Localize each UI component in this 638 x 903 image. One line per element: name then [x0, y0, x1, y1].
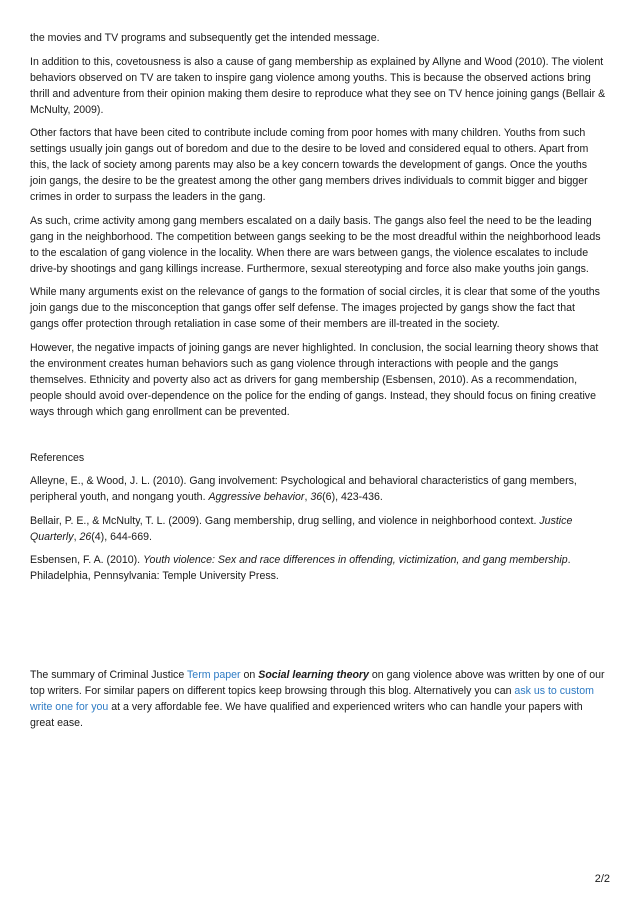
body-paragraph-1: the movies and TV programs and subsequently get the intended message. — [30, 32, 380, 44]
reference-pages: (6), 423-436. — [322, 491, 383, 504]
footer-topic: Social learning theory — [258, 668, 369, 681]
reference-separator: , — [73, 530, 80, 543]
body-paragraph-2: In addition to this, covetousness is also a cause of gang membership as explained by Allyne and Wood (2010). The violent behaviors observed on TV are taken to inspire gang violence among youths. This is because the observed actions bring thrill and adventure from their opinion making them desire to reproduce what they see on TV hence joining gangs (Bellair & McNulty, 2009). — [30, 55, 606, 116]
section-spacer — [30, 592, 606, 667]
references-heading: References — [30, 451, 85, 464]
reference-separator: , — [304, 491, 311, 504]
reference-volume: 36 — [310, 491, 323, 504]
body-paragraph-3: Other factors that have been cited to contribute include coming from poor homes with many children. Youths from such settings usually join gangs out of boredom and due to the desire to be loved and considered equal to others. Apart from this, the lack of society among parents may also be a key concern towards the development of gangs. Once the youths join gangs, the desire to be the greatest among the other gang members drives individuals to commit bigger and bigger crimes in order to surpass the leaders in the gang. — [30, 127, 589, 204]
footer-text: on — [240, 668, 259, 681]
page-number: 2/2 — [594, 873, 610, 885]
section-spacer — [30, 428, 606, 450]
reference-journal: Justice Quarterly — [30, 514, 573, 543]
footer-text: at a very affordable fee. We have qualified and experienced writers who can handle your papers with great ease. — [30, 700, 583, 729]
reference-item — [30, 552, 606, 584]
reference-authors: Bellair, P. E., & McNulty, T. L. (2009). Gang membership, drug selling, and violence in neighborhood context. — [30, 514, 540, 527]
reference-publisher: . Philadelphia, Pennsylvania: Temple University Press. — [30, 554, 571, 583]
term-paper-link[interactable]: Term paper — [187, 668, 241, 681]
document-page — [30, 30, 606, 739]
reference-journal: Aggressive behavior — [208, 491, 305, 504]
footer-text: The summary of Criminal Justice — [30, 668, 187, 681]
reference-volume: 26 — [79, 530, 92, 543]
body-paragraph-4: As such, crime activity among gang members escalated on a daily basis. The gangs also feel the need to be the leading gang in the neighborhood. The competition between gangs seeking to be the most dreadful within the neighborhood leads to the escalation of gang violence in the locality. When there are wars between gangs, the violence escalates to include drive-by shootings and gang killings increase. Furthermore, sexual stereotyping and force also make youths join gangs. — [30, 214, 601, 275]
reference-authors: Esbensen, F. A. (2010). — [30, 554, 144, 567]
body-paragraph-6: However, the negative impacts of joining gangs are never highlighted. In conclusion, the social learning theory shows that the environment creates human behaviors such as gang violence through interactions with people and the gangs themselves. Ethnicity and poverty also act as drivers for gang membership (Esbensen, 2010). As a recommendation, people should avoid over-dependence on the police for the ending of gangs. Instead, they should focus on fining creative ways through which gang enrollment can be prevented. — [30, 341, 599, 418]
reference-book-title: Youth violence: Sex and race differences in offending, victimization, and gang membership — [143, 554, 568, 567]
footer-summary — [30, 667, 606, 731]
reference-authors: Alleyne, E., & Wood, J. L. (2010). Gang involvement: Psychological and behavioral characteristics of gang members, peripheral youth, and nongang youth. — [30, 475, 577, 504]
reference-item — [30, 473, 606, 505]
body-paragraph-5: While many arguments exist on the relevance of gangs to the formation of social circles, it is clear that some of the youths join gangs due to the misconception that gangs offer self defense. The images projected by gangs show the fact that gangs offer protection through retaliation in case some of their members are ill-treated in the society. — [30, 286, 600, 331]
footer-text: on gang violence above was written by one of our top writers. For similar papers on different topics keep browsing through this blog. Alternatively you can — [30, 668, 605, 697]
reference-item — [30, 513, 606, 545]
reference-pages: (4), 644-669. — [91, 530, 152, 543]
custom-write-link[interactable]: ask us to custom write one for you — [30, 684, 594, 713]
